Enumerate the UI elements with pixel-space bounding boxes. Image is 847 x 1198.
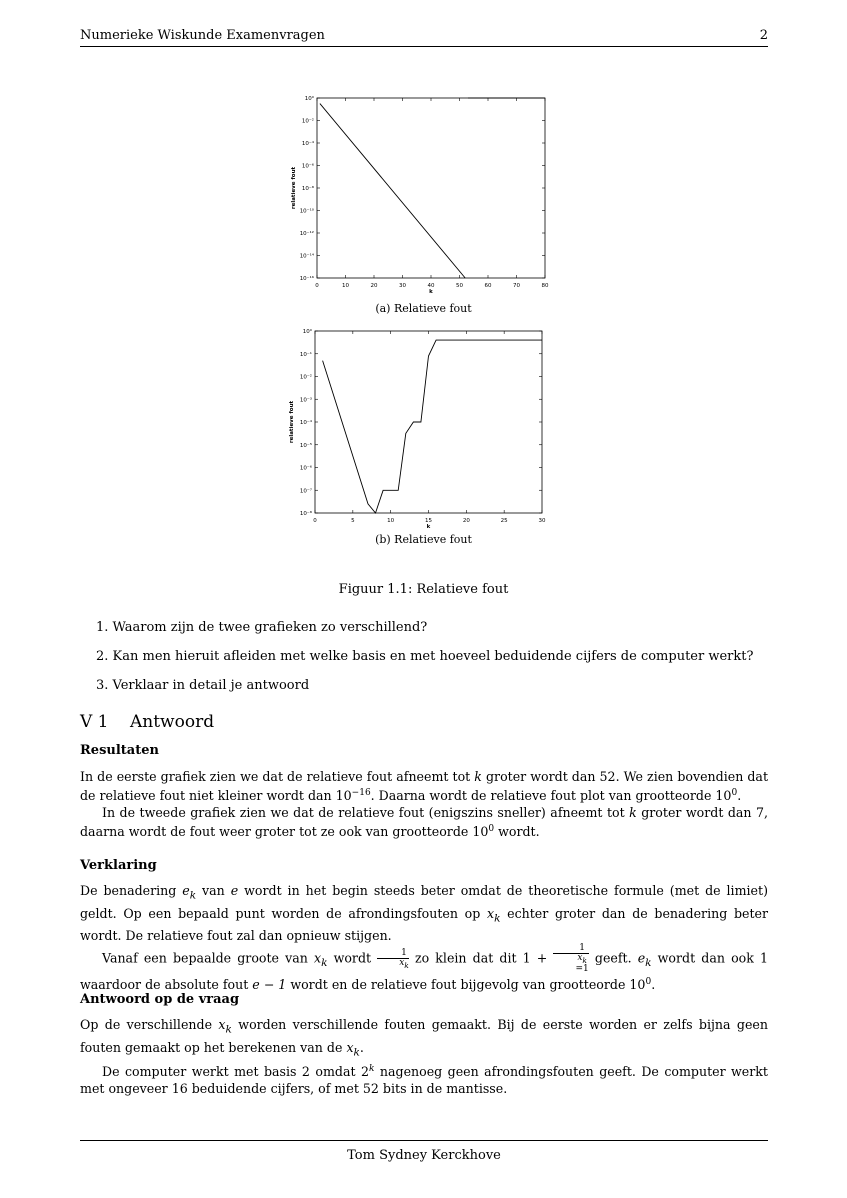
x-tick-label: 40 bbox=[427, 283, 435, 289]
plot-frame bbox=[317, 98, 545, 278]
x-tick-label: 10 bbox=[342, 283, 349, 289]
x-tick-label: 80 bbox=[541, 283, 549, 289]
x-axis-label: k bbox=[429, 289, 433, 295]
y-tick-label: 10⁻¹² bbox=[299, 231, 314, 237]
chart-relative-error-a bbox=[290, 90, 560, 300]
question-1: 1. Waarom zijn de twee grafieken zo verschillend? bbox=[96, 620, 428, 635]
y-tick-label: 10⁻⁸ bbox=[301, 186, 314, 192]
page-header bbox=[80, 28, 768, 47]
figure-caption: Figuur 1.1: Relatieve fout bbox=[338, 582, 509, 597]
resultaten-p2: In de tweede grafiek zien we dat de relatieve fout (enigszins sneller) afneemt tot k groter wordt dan 7, daarna wordt de fout weer groter tot ze ook van grootteorde $10^0$ wordt. bbox=[80, 805, 768, 840]
verklaring-p2: Vanaf een bepaalde groote van $x_k$ wordt $\frac{1}{x_k}$ zo klein dat dit 1 + 1 $x_k$ =1 geeft. $e_k$ wordt dan ook 1 waardoor de absolute fout e − 1 wordt en de relatieve fout bijgevolg van grootteorde $10^0$. bbox=[80, 943, 769, 993]
footer-author: Tom Sydney Kerckhove bbox=[347, 1148, 501, 1163]
y-tick-label: 10⁻⁴ bbox=[301, 141, 314, 147]
y-tick-label: 10⁰ bbox=[302, 329, 312, 335]
y-tick-label: 10⁰ bbox=[304, 96, 314, 102]
y-tick-label: 10⁻⁵ bbox=[299, 442, 312, 449]
y-tick-label: 10⁻⁴ bbox=[299, 420, 312, 426]
y-tick-label: 10⁻⁷ bbox=[299, 488, 312, 495]
y-tick-label: 10⁻³ bbox=[299, 397, 312, 404]
header-title: Numerieke Wiskunde Examenvragen bbox=[80, 28, 325, 43]
y-tick-label: 10⁻⁸ bbox=[299, 511, 312, 517]
y-tick-label: 10⁻¹⁶ bbox=[299, 276, 314, 282]
x-tick-label: 30 bbox=[538, 518, 546, 524]
page-number: 2 bbox=[759, 28, 768, 43]
fraction-1-over-xk: $\frac{1}{x_k}$ bbox=[377, 949, 409, 970]
section-heading bbox=[80, 712, 214, 732]
x-tick-label: 50 bbox=[456, 283, 463, 289]
x-axis-label: k bbox=[426, 524, 431, 530]
y-axis-label: relatieve fout bbox=[291, 166, 297, 210]
antwoord-p2: De computer werkt met basis 2 omdat 2$^k$ nagenoeg geen afrondingsfouten geeft. De computer werkt met ongeveer 16 beduidende cijfers, of met 52 bits in de mantisse. bbox=[80, 1064, 768, 1097]
question-2: 2. Kan men hieruit afleiden met welke basis en met hoeveel beduidende cijfers de computer werkt? bbox=[96, 649, 754, 664]
x-tick-label: 10 bbox=[387, 518, 395, 524]
y-tick-label: 10⁻² bbox=[301, 118, 314, 125]
y-tick-label: 10⁻⁶ bbox=[301, 163, 314, 170]
x-tick-label: 5 bbox=[351, 518, 355, 524]
paragraph-resultaten bbox=[80, 768, 768, 840]
y-tick-label: 10⁻⁶ bbox=[299, 465, 312, 472]
fraction-1-over-xk-eq-1: 1 $x_k$ =1 bbox=[553, 944, 588, 974]
caption-a: (a) Relatieve fout bbox=[375, 302, 472, 315]
series-line-1 bbox=[320, 104, 465, 278]
page-footer bbox=[80, 1140, 768, 1163]
x-tick-label: 20 bbox=[370, 283, 378, 289]
x-tick-label: 15 bbox=[425, 518, 432, 524]
question-3: 3. Verklaar in detail je antwoord bbox=[96, 678, 310, 693]
x-tick-label: 25 bbox=[500, 518, 508, 524]
verklaring-p1: De benadering $e_k$ van e wordt in het begin steeds beter omdat de theoretische formule (met de limiet) geldt. Op een bepaald punt worden de afrondingsfouten op $x_k$ echter groter dan de benadering beter wordt. De relatieve fout zal dan opnieuw stijgen. bbox=[80, 883, 768, 944]
heading-antwoord: Antwoord op de vraag bbox=[80, 992, 240, 1007]
question-list bbox=[96, 620, 753, 707]
paragraph-antwoord bbox=[80, 1016, 768, 1097]
antwoord-p1: Op de verschillende $x_k$ worden verschillende fouten gemaakt. Bij de eerste worden er zelfs bijna geen fouten gemaakt op het berekenen van de $x_k$. bbox=[80, 1017, 768, 1059]
y-tick-label: 10⁻¹⁰ bbox=[299, 208, 314, 215]
y-tick-label: 10⁻² bbox=[299, 374, 312, 381]
x-tick-label: 20 bbox=[462, 518, 470, 524]
x-tick-label: 30 bbox=[399, 283, 406, 289]
x-tick-label: 70 bbox=[513, 283, 520, 289]
caption-b: (b) Relatieve fout bbox=[375, 533, 472, 546]
x-tick-label: 0 bbox=[313, 518, 317, 524]
y-tick-label: 10⁻¹ bbox=[299, 351, 312, 358]
series-line-1 bbox=[323, 340, 542, 513]
section-number: V 1 bbox=[80, 712, 109, 732]
paragraph-verklaring bbox=[80, 882, 768, 993]
heading-verklaring: Verklaring bbox=[80, 858, 157, 873]
chart-relative-error-b bbox=[285, 325, 560, 530]
x-tick-label: 0 bbox=[315, 283, 319, 289]
x-tick-label: 60 bbox=[484, 283, 492, 289]
heading-resultaten: Resultaten bbox=[80, 743, 159, 758]
y-axis-label: relatieve fout bbox=[289, 400, 295, 444]
y-tick-label: 10⁻¹⁴ bbox=[299, 253, 314, 260]
section-title: Antwoord bbox=[130, 712, 215, 732]
resultaten-p1: In de eerste grafiek zien we dat de relatieve fout afneemt tot k groter wordt dan 52. We zien bovendien dat de relatieve fout niet kleiner wordt dan $10^{-16}$. Daarna wordt de relatieve fout plot van grootteorde $10^0$. bbox=[80, 769, 769, 804]
